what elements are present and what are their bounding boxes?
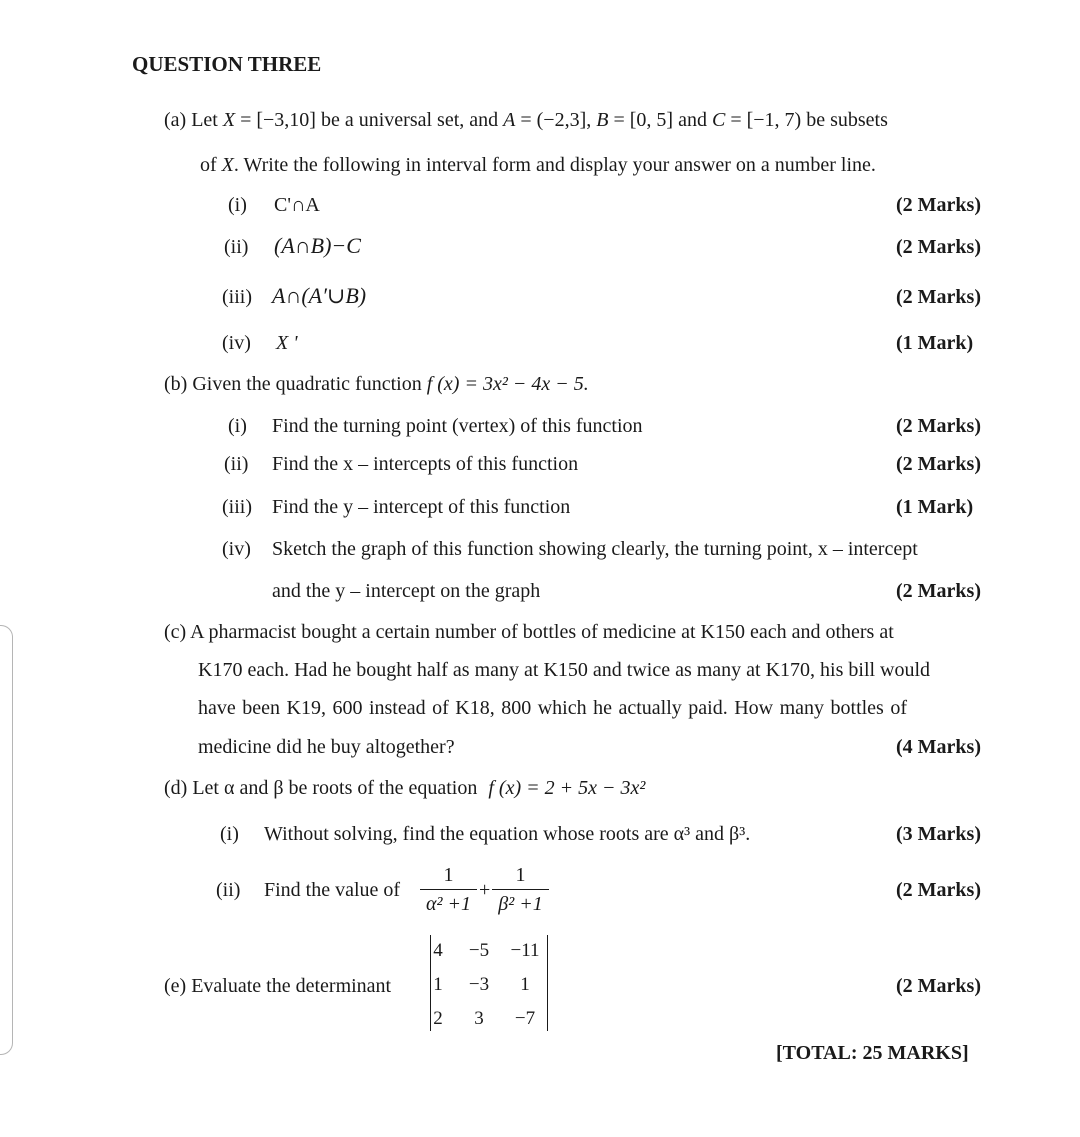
part-a-ii-expression: (A∩B)−C — [274, 233, 361, 258]
matrix-cell-r1c2: −5 — [468, 940, 490, 961]
part-a-iii-marks: (2 Marks) — [896, 286, 981, 308]
part-b-ii-text: Find the x – intercepts of this function — [272, 453, 579, 475]
part-b-i-text: Find the turning point (vertex) of this function — [272, 415, 643, 437]
part-c-line3: have been K19, 600 instead of K18, 800 which he actually paid. How many bottles of — [198, 697, 908, 719]
part-b-iii-number: (iii) — [222, 496, 252, 518]
part-b-iv-text-continued: and the y – intercept on the graph — [272, 580, 541, 602]
part-b-iii-marks: (1 Mark) — [896, 496, 974, 518]
part-e-marks: (2 Marks) — [896, 975, 981, 997]
part-a-iv-expression: X ' — [276, 332, 298, 354]
total-marks: [TOTAL: 25 MARKS] — [776, 1042, 969, 1064]
part-d-ii-text: Find the value of — [264, 879, 401, 901]
part-b-iv-text: Sketch the graph of this function showing clearly, the turning point, x – intercept — [272, 538, 918, 560]
part-d-i-marks: (3 Marks) — [896, 823, 981, 845]
matrix-cell-r1c3: −11 — [510, 940, 540, 961]
part-d-i-text: Without solving, find the equation whose roots are α³ and β³. — [264, 823, 751, 845]
part-b-ii-marks: (2 Marks) — [896, 453, 981, 475]
question-heading: QUESTION THREE — [132, 52, 322, 76]
part-a-label: (a) — [164, 109, 187, 131]
fraction-two: $\frac{1}{\text{β² +1}}$ — [492, 864, 548, 916]
matrix-cell-r3c2: 3 — [474, 1008, 484, 1029]
matrix-cell-r3c1: 2 — [433, 1008, 443, 1029]
matrix-cell-r1c1: 4 — [433, 940, 443, 961]
part-d-equation: f (x) = 2 + 5x − 3x² — [488, 777, 646, 799]
part-a-iv-number: (iv) — [222, 332, 251, 354]
part-a-iii-number: (iii) — [222, 286, 252, 308]
page-edge-frame — [0, 625, 13, 1055]
part-b-iv-marks: (2 Marks) — [896, 580, 981, 602]
quadratic-function: f (x) = 3x² − 4x − 5. — [426, 373, 589, 395]
part-b-i-number: (i) — [228, 415, 247, 437]
part-d-i-number: (i) — [220, 823, 239, 845]
matrix-cell-r2c3: 1 — [520, 974, 530, 995]
determinant-matrix — [430, 935, 548, 1031]
part-a-ii-number: (ii) — [224, 236, 249, 258]
part-b-ii-number: (ii) — [224, 453, 249, 475]
part-d-label: (d) — [164, 777, 188, 799]
part-b-iii-text: Find the y – intercept of this function — [272, 496, 571, 518]
part-a-iv-marks: (1 Mark) — [896, 332, 974, 354]
part-b-intro: (b) Given the quadratic function f (x) = 3x² − 4x − 5. — [164, 373, 589, 395]
part-a-line2: of X. Write the following in interval form and display your answer on a number line. — [200, 154, 876, 176]
part-c-marks: (4 Marks) — [896, 736, 981, 758]
part-c-line1: (c) A pharmacist bought a certain number of bottles of medicine at K150 each and others at — [164, 621, 894, 643]
part-a-ii-marks: (2 Marks) — [896, 236, 981, 258]
matrix-cell-r3c3: −7 — [514, 1008, 536, 1029]
fraction-one: $\frac{1}{\text{α² +1}}$ — [420, 864, 477, 916]
matrix-cell-r2c1: 1 — [433, 974, 443, 995]
part-e-text: (e) Evaluate the determinant — [164, 975, 392, 997]
part-a-i-marks: (2 Marks) — [896, 194, 981, 216]
part-a-i-number: (i) — [228, 194, 247, 216]
part-c-line4: medicine did he buy altogether? — [198, 736, 455, 758]
matrix-cell-r2c2: −3 — [468, 974, 490, 995]
part-d-ii-marks: (2 Marks) — [896, 879, 981, 901]
part-d-ii-number: (ii) — [216, 879, 241, 901]
part-a-line1: (a) Let X = [−3,10] be a universal set, and A = (−2,3], B = [0, 5] and C = [−1, 7) be subsets — [164, 109, 888, 131]
part-e-label: (e) — [164, 975, 187, 997]
part-d-ii-fraction-sum: $\frac{1}{\text{α² +1}}$ + $\frac{1}{\text{β² +1}}$ — [418, 864, 551, 916]
part-d-intro: (d) Let α and β be roots of the equation f (x) = 2 + 5x − 3x² — [164, 777, 646, 799]
part-c-line2: K170 each. Had he bought half as many at K150 and twice as many at K170, his bill would — [198, 659, 931, 681]
part-c-label: (c) — [164, 621, 187, 643]
part-a-iii-expression: A∩(A′∪B) — [272, 283, 367, 308]
part-b-label: (b) — [164, 373, 188, 395]
part-b-i-marks: (2 Marks) — [896, 415, 981, 437]
part-b-iv-number: (iv) — [222, 538, 251, 560]
part-a-i-expression: C'∩A — [274, 194, 320, 216]
